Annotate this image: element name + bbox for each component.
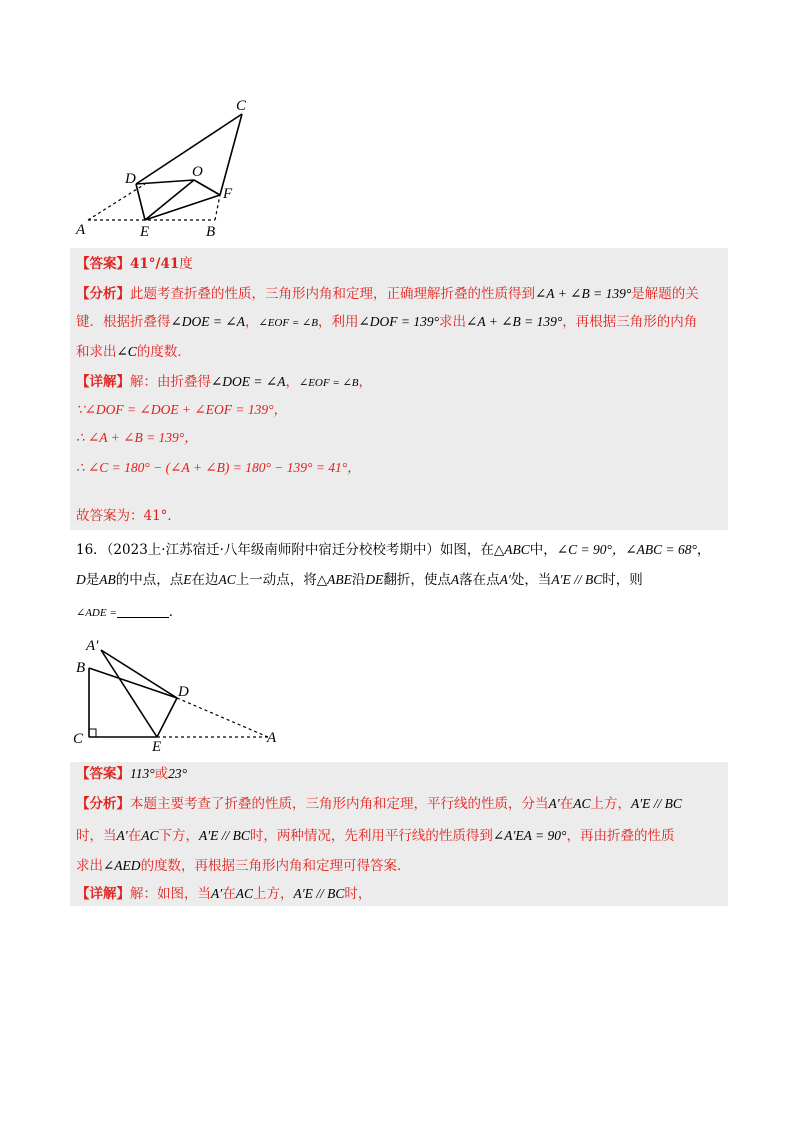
math-expression: AC bbox=[573, 796, 591, 811]
figure-1-svg bbox=[70, 95, 270, 240]
segment-BD bbox=[89, 668, 177, 698]
math-expression: ∴ ∠A + ∠B = 139°， bbox=[76, 430, 198, 445]
math-expression: AC bbox=[141, 828, 159, 843]
math-expression: ∠A + ∠B = 139° bbox=[466, 314, 563, 329]
math-expression: A′E // BC bbox=[630, 796, 682, 811]
math-expression: ∠A + ∠B = 139° bbox=[535, 286, 632, 301]
math-expression: △ABC bbox=[493, 542, 530, 557]
question-text: 中， bbox=[529, 542, 557, 558]
point-label: D bbox=[76, 572, 86, 587]
analysis-tag: 【分析】 bbox=[76, 286, 130, 302]
math-expression: A′ bbox=[548, 796, 560, 811]
math-expression: A′E // BC bbox=[198, 828, 250, 843]
math-expression: AC bbox=[218, 572, 236, 587]
answer-unit: 度 bbox=[179, 256, 193, 272]
answer-value: 41°/41 bbox=[130, 256, 180, 272]
analysis-text: 此题考查折叠的性质，三角形内角和定理，正确理解折叠的性质得到 bbox=[130, 286, 535, 302]
analysis-text: 求出 bbox=[439, 314, 467, 330]
analysis-text: 本题主要考查了折叠的性质，三角形内角和定理，平行线的性质，分当 bbox=[130, 796, 549, 812]
math-expression: ∠DOE = ∠A bbox=[170, 314, 245, 329]
math-expression: ∵∠DOF = ∠DOE + ∠EOF = 139°， bbox=[76, 402, 287, 417]
point-label: E bbox=[183, 572, 192, 587]
analysis-text: 在 bbox=[559, 796, 574, 812]
math-expression: A′ bbox=[211, 886, 223, 901]
segment-AD-dashed bbox=[88, 184, 145, 220]
segment-EO bbox=[145, 180, 194, 220]
q15-detail-line-2 bbox=[76, 400, 287, 420]
label-E: E bbox=[152, 739, 162, 755]
label-B: B bbox=[76, 660, 86, 676]
segment-DE bbox=[136, 184, 145, 220]
q15-detail-line-1 bbox=[76, 372, 372, 393]
detail-tag: 【详解】 bbox=[76, 886, 130, 902]
figure-2-svg bbox=[70, 630, 290, 755]
detail-text: 解：如图，当 bbox=[130, 886, 211, 902]
analysis-text: 在 bbox=[127, 828, 142, 844]
q15-detail-line-4 bbox=[76, 458, 361, 478]
label-A-prime: A′ bbox=[86, 638, 99, 654]
detail-text: 上方， bbox=[252, 886, 294, 902]
q16-detail-line-1 bbox=[76, 884, 371, 904]
label-E: E bbox=[140, 224, 150, 240]
q15-solution-panel bbox=[70, 248, 728, 530]
math-expression: ∠ADE = bbox=[76, 607, 117, 619]
label-D: D bbox=[178, 684, 189, 700]
analysis-text: 的度数，再根据三角形内角和定理可得答案． bbox=[140, 858, 411, 874]
analysis-text: 求出 bbox=[76, 858, 103, 874]
analysis-text: 的度数． bbox=[136, 344, 191, 360]
label-A: A bbox=[76, 222, 86, 238]
detail-text: 故答案为：41°． bbox=[76, 508, 181, 524]
analysis-text: 下方， bbox=[158, 828, 199, 844]
segment-DA-dashed bbox=[177, 698, 268, 737]
math-expression: ∠DOF = 139° bbox=[358, 314, 440, 329]
analysis-text: 和求出 bbox=[76, 344, 117, 360]
math-expression: ∠EOF = ∠B bbox=[258, 317, 318, 329]
analysis-text: 是解题的关 bbox=[631, 286, 699, 302]
math-expression: AC bbox=[235, 886, 253, 901]
math-expression: ∠C = 90°，∠ABC = 68° bbox=[556, 542, 697, 557]
detail-text: 在 bbox=[222, 886, 236, 902]
label-B: B bbox=[206, 224, 216, 240]
q15-analysis-line-3 bbox=[76, 342, 191, 362]
analysis-text: ，再由折叠的性质 bbox=[566, 828, 675, 844]
question-text: 时，则 bbox=[602, 572, 643, 588]
answer-value-2: 23° bbox=[168, 766, 188, 781]
figure-fold-triangle-2 bbox=[70, 630, 290, 755]
math-expression: ∠AED bbox=[103, 858, 141, 873]
analysis-text: ，再根据三角形的内角 bbox=[562, 314, 698, 330]
question-text: 处，当 bbox=[510, 572, 552, 588]
question-text: 16．（2023上·江苏宿迁·八年级南师附中宿迁分校校考期中）如图，在 bbox=[76, 542, 494, 558]
label-O: O bbox=[192, 164, 203, 180]
detail-text: ， bbox=[285, 374, 299, 390]
analysis-text: ，利用 bbox=[317, 314, 359, 330]
analysis-text: ， bbox=[244, 314, 259, 330]
q15-detail-line-3 bbox=[76, 428, 198, 448]
math-expression: A′ bbox=[499, 572, 511, 587]
label-F: F bbox=[223, 186, 233, 202]
math-expression: ∠A′EA = 90° bbox=[492, 828, 567, 843]
answer-tag: 【答案】 bbox=[76, 256, 130, 272]
math-expression: A′E // BC bbox=[551, 572, 603, 587]
math-expression: △ABE bbox=[316, 572, 352, 587]
label-C: C bbox=[236, 98, 247, 114]
segment-A1E bbox=[101, 650, 157, 737]
segment-A1D bbox=[101, 650, 177, 698]
detail-text: ， bbox=[358, 374, 372, 390]
answer-tag: 【答案】 bbox=[76, 766, 130, 782]
analysis-text: 时，两种情况，先利用平行线的性质得到 bbox=[249, 828, 493, 844]
question-text: 上一动点，将 bbox=[235, 572, 317, 588]
segment-ED bbox=[157, 698, 177, 737]
q16-solution-panel bbox=[70, 762, 728, 906]
math-expression: ∴ ∠C = 180° − (∠A + ∠B) = 180° − 139° = 41°， bbox=[76, 460, 361, 475]
q15-analysis-line-2 bbox=[76, 312, 697, 333]
q16-answer-line bbox=[76, 764, 187, 784]
segment-EF bbox=[145, 195, 220, 220]
math-expression: A′E // BC bbox=[293, 886, 345, 901]
question-text: 在边 bbox=[191, 572, 219, 588]
question-text: 的中点，点 bbox=[115, 572, 184, 588]
segment-DO bbox=[136, 180, 194, 184]
right-angle-mark bbox=[89, 729, 96, 737]
label-A: A bbox=[267, 730, 277, 746]
analysis-text: 键．根据折叠得 bbox=[76, 314, 171, 330]
math-expression: ∠EOF = ∠B bbox=[298, 377, 359, 389]
q16-stem-line-3 bbox=[76, 602, 182, 623]
question-text: 是 bbox=[85, 572, 100, 588]
segment-OF bbox=[194, 180, 220, 195]
q15-detail-line-5 bbox=[76, 506, 181, 526]
q15-answer-line bbox=[76, 254, 193, 274]
segment-BF-dashed bbox=[215, 195, 220, 220]
q16-stem-line-1 bbox=[76, 540, 710, 560]
q16-analysis-line-1 bbox=[76, 794, 682, 814]
math-expression: A bbox=[450, 572, 460, 587]
q16-analysis-line-3 bbox=[76, 856, 411, 876]
math-expression: DE bbox=[365, 572, 384, 587]
answer-blank bbox=[117, 603, 169, 618]
math-expression: ∠DOE = ∠A bbox=[211, 374, 286, 389]
question-text: 落在点 bbox=[459, 572, 500, 588]
detail-text: 解：由折叠得 bbox=[130, 374, 211, 390]
label-C: C bbox=[73, 731, 84, 747]
question-text: 沿 bbox=[351, 572, 366, 588]
q16-analysis-line-2 bbox=[76, 826, 674, 846]
math-expression: ∠C bbox=[116, 344, 137, 359]
math-expression: A′ bbox=[116, 828, 128, 843]
analysis-text: 时，当 bbox=[76, 828, 117, 844]
answer-or: 或 bbox=[154, 766, 169, 782]
detail-text: 时， bbox=[344, 886, 372, 902]
question-text: ． bbox=[168, 604, 183, 620]
math-expression: AB bbox=[99, 572, 116, 587]
answer-value-1: 113° bbox=[130, 766, 155, 781]
q15-analysis-line-1 bbox=[76, 284, 699, 304]
figure-fold-triangle-1 bbox=[70, 95, 270, 240]
question-text: 翻折，使点 bbox=[383, 572, 451, 588]
question-text: ， bbox=[696, 542, 711, 558]
detail-tag: 【详解】 bbox=[76, 374, 130, 390]
label-D: D bbox=[125, 171, 136, 187]
analysis-text: 上方， bbox=[590, 796, 631, 812]
q16-stem-line-2 bbox=[76, 570, 643, 590]
analysis-tag: 【分析】 bbox=[76, 796, 130, 812]
